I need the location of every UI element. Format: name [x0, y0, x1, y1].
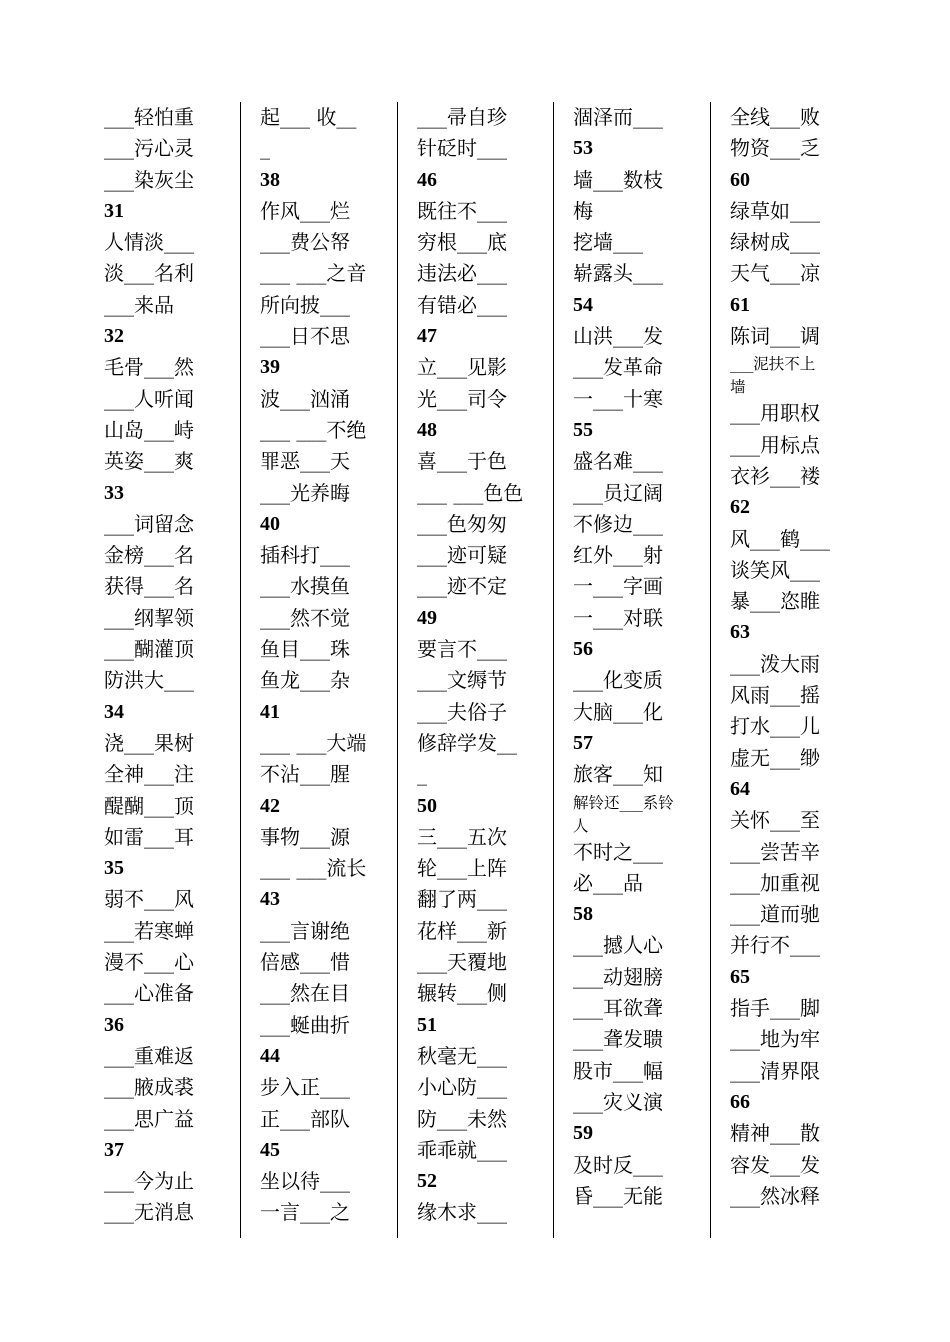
- section-number: 64: [730, 777, 750, 800]
- idiom-line: 虚无___缈: [730, 745, 820, 770]
- idiom-line: _: [417, 762, 427, 787]
- idiom-line: 英姿___爽: [104, 449, 194, 474]
- section-number: 50: [417, 794, 437, 817]
- idiom-line: 倍感___惜: [260, 950, 350, 975]
- idiom-line: 人: [573, 816, 589, 835]
- section-number: 52: [417, 1170, 437, 1193]
- idiom-line: 一言___之: [260, 1200, 350, 1225]
- idiom-line: ___撼人心: [573, 933, 663, 958]
- idiom-line: 光___司令: [417, 386, 507, 411]
- idiom-line: ___灾义演: [573, 1089, 663, 1114]
- idiom-line: ___帚自珍: [417, 105, 507, 129]
- idiom-line: 翻了两___: [417, 887, 507, 912]
- idiom-line: ___夫俗子: [417, 699, 507, 724]
- idiom-line: 绿草如___: [730, 198, 820, 223]
- idiom-line: 鱼龙___杂: [260, 668, 350, 693]
- section-number: 48: [417, 418, 437, 441]
- idiom-line: ___动翅膀: [573, 964, 663, 989]
- idiom-line: 事物___源: [260, 824, 350, 849]
- column-4: [573, 102, 705, 1238]
- idiom-line: ___迹不定: [417, 574, 507, 599]
- idiom-line: 有错必___: [417, 292, 507, 317]
- column-divider: [397, 102, 398, 1238]
- idiom-line: ___发革命: [573, 355, 663, 380]
- idiom-line: ___员辽阔: [573, 480, 663, 505]
- idiom-line: ___ ___大端: [260, 730, 367, 755]
- idiom-line: 辗转___侧: [417, 981, 507, 1006]
- idiom-line: ___词留念: [104, 511, 194, 536]
- column-divider: [240, 102, 241, 1238]
- idiom-line: ___污心灵: [104, 136, 194, 161]
- idiom-line: 防___未然: [417, 1106, 507, 1131]
- section-number: 63: [730, 621, 750, 644]
- idiom-line: 小心防___: [417, 1075, 507, 1100]
- idiom-line: 指手___脚: [730, 996, 820, 1021]
- idiom-line: 作风___烂: [260, 198, 350, 223]
- idiom-line: 旅客___知: [573, 762, 663, 787]
- idiom-line: 挖墙___: [573, 230, 643, 255]
- idiom-line: 起___ 收__: [260, 105, 357, 129]
- idiom-line: 打水___儿: [730, 714, 820, 739]
- idiom-line: 立___见影: [417, 355, 507, 380]
- column-5: [730, 102, 862, 1238]
- idiom-line: 不时之___: [573, 839, 663, 864]
- section-number: 32: [104, 325, 124, 348]
- idiom-line: 涸泽而___: [573, 105, 663, 129]
- idiom-line: 波___汹涌: [260, 386, 350, 411]
- idiom-line: 既往不___: [417, 198, 507, 223]
- section-number: 44: [260, 1044, 280, 1067]
- idiom-line: ___加重视: [730, 870, 820, 895]
- idiom-line: 人情淡___: [104, 230, 194, 255]
- idiom-line: 风___鹤___: [730, 526, 830, 551]
- idiom-line: _: [260, 136, 270, 161]
- idiom-line: 获得___名: [104, 574, 194, 599]
- idiom-line: ___用职权: [730, 401, 820, 426]
- idiom-line: 衣衫___褛: [730, 463, 820, 488]
- section-number: 38: [260, 168, 280, 191]
- idiom-line: 坐以待___: [260, 1169, 350, 1194]
- section-number: 59: [573, 1122, 593, 1145]
- idiom-line: ___迹可疑: [417, 543, 507, 568]
- idiom-line: 违法必___: [417, 261, 507, 286]
- section-number: 37: [104, 1138, 124, 1161]
- idiom-line: 盛名难___: [573, 449, 663, 474]
- idiom-line: ___色匆匆: [417, 511, 507, 536]
- idiom-line: ___聋发聩: [573, 1027, 663, 1052]
- section-number: 57: [573, 731, 593, 754]
- idiom-line: ___蜒曲折: [260, 1012, 350, 1037]
- idiom-line: 一___字画: [573, 574, 663, 599]
- idiom-line: 物资___乏: [730, 136, 820, 161]
- idiom-line: 如雷___耳: [104, 824, 194, 849]
- idiom-line: ___天覆地: [417, 950, 507, 975]
- column-1: [104, 102, 236, 1238]
- section-number: 58: [573, 903, 593, 926]
- idiom-line: 修辞学发__: [417, 730, 517, 755]
- section-number: 55: [573, 418, 593, 441]
- idiom-line: 花样___新: [417, 918, 507, 943]
- idiom-line: 防洪大___: [104, 668, 194, 693]
- idiom-line: ___日不思: [260, 324, 350, 349]
- idiom-line: 山岛___峙: [104, 417, 194, 442]
- section-number: 56: [573, 638, 593, 661]
- idiom-line: ___费公帑: [260, 230, 350, 255]
- idiom-line: ___ ___色色: [417, 480, 524, 505]
- idiom-line: ___今为止: [104, 1169, 194, 1194]
- idiom-line: 一___十寒: [573, 386, 663, 411]
- idiom-line: 山洪___发: [573, 324, 663, 349]
- idiom-line: ___光养晦: [260, 480, 350, 505]
- section-number: 33: [104, 481, 124, 504]
- section-number: 60: [730, 168, 750, 191]
- section-number: 43: [260, 888, 280, 911]
- idiom-line: 崭露头___: [573, 261, 663, 286]
- idiom-line: 步入正___: [260, 1075, 350, 1100]
- idiom-line: 所向披___: [260, 292, 350, 317]
- idiom-line: 红外___射: [573, 543, 663, 568]
- section-number: 42: [260, 794, 280, 817]
- idiom-line: 罪恶___天: [260, 449, 350, 474]
- section-number: 41: [260, 700, 280, 723]
- idiom-line: 不沾___腥: [260, 762, 350, 787]
- idiom-line: 一___对联: [573, 605, 663, 630]
- idiom-line: 股市___幅: [573, 1058, 663, 1083]
- idiom-line: 全线___败: [730, 105, 820, 129]
- idiom-line: ___文缛节: [417, 668, 507, 693]
- column-divider: [553, 102, 554, 1238]
- idiom-line: ___用标点: [730, 432, 820, 457]
- section-number: 40: [260, 512, 280, 535]
- idiom-line: ___若寒蝉: [104, 918, 194, 943]
- column-divider: [710, 102, 711, 1238]
- idiom-line: ___无消息: [104, 1200, 194, 1225]
- section-number: 39: [260, 356, 280, 379]
- idiom-line: 并行不___: [730, 933, 820, 958]
- idiom-line: 弱不___风: [104, 887, 194, 912]
- idiom-line: 鱼目___珠: [260, 637, 350, 662]
- idiom-line: ___纲挈领: [104, 605, 194, 630]
- section-number: 61: [730, 293, 750, 316]
- section-number: 66: [730, 1090, 750, 1113]
- idiom-line: ___尝苦辛: [730, 839, 820, 864]
- section-number: 49: [417, 606, 437, 629]
- idiom-line: ___重难返: [104, 1043, 194, 1068]
- idiom-line: ___化变质: [573, 668, 663, 693]
- idiom-line: ___道而驰: [730, 902, 820, 927]
- idiom-line: ___耳欲聋: [573, 996, 663, 1021]
- idiom-line: 穷根___底: [417, 230, 507, 255]
- section-number: 34: [104, 700, 124, 723]
- idiom-line: ___醐灌顶: [104, 637, 194, 662]
- idiom-line: 精神___散: [730, 1121, 820, 1146]
- idiom-line: ___人听闻: [104, 386, 194, 411]
- idiom-line: ___然不觉: [260, 605, 350, 630]
- idiom-line: 全神___注: [104, 762, 194, 787]
- section-number: 62: [730, 496, 750, 519]
- idiom-line: ___泼大雨: [730, 651, 820, 676]
- idiom-line: ___心准备: [104, 981, 194, 1006]
- idiom-line: 三___五次: [417, 824, 507, 849]
- section-number: 31: [104, 199, 124, 222]
- idiom-line: ___ ___不绝: [260, 417, 367, 442]
- section-number: 51: [417, 1013, 437, 1036]
- idiom-line: 解铃还___系铃: [573, 793, 674, 812]
- idiom-line: 醍醐___顶: [104, 793, 194, 818]
- idiom-line: ___然在目: [260, 981, 350, 1006]
- idiom-line: ___然冰释: [730, 1183, 820, 1208]
- idiom-line: ___来品: [104, 292, 174, 317]
- idiom-line: 昏___无能: [573, 1183, 663, 1208]
- idiom-line: 墙___数枝: [573, 167, 663, 192]
- idiom-line: 陈词___调: [730, 324, 820, 349]
- idiom-line: ___轻怕重: [104, 105, 194, 129]
- idiom-line: 容发___发: [730, 1152, 820, 1177]
- idiom-line: ___ ___流长: [260, 856, 367, 881]
- idiom-line: 浇___果树: [104, 730, 194, 755]
- idiom-line: 暴___恣睢: [730, 589, 820, 614]
- idiom-line: ___思广益: [104, 1106, 194, 1131]
- idiom-line: 墙: [730, 378, 746, 397]
- idiom-line: 毛骨___然: [104, 355, 194, 380]
- idiom-line: 及时反___: [573, 1152, 663, 1177]
- idiom-line: ___ ___之音: [260, 261, 367, 286]
- section-number: 65: [730, 965, 750, 988]
- idiom-line: 谈笑风___: [730, 557, 820, 582]
- section-number: 36: [104, 1013, 124, 1036]
- idiom-line: ___染灰尘: [104, 167, 194, 192]
- idiom-line: ___清界限: [730, 1058, 820, 1083]
- idiom-line: 淡___名利: [104, 261, 194, 286]
- idiom-line: ___泥扶不上: [730, 355, 816, 374]
- idiom-line: 正___部队: [260, 1106, 350, 1131]
- column-3: [417, 102, 549, 1238]
- section-number: 47: [417, 325, 437, 348]
- idiom-line: ___腋成裘: [104, 1075, 194, 1100]
- idiom-line: 秋毫无___: [417, 1043, 507, 1068]
- idiom-line: 喜___于色: [417, 449, 507, 474]
- section-number: 53: [573, 137, 593, 160]
- idiom-line: 天气___凉: [730, 261, 820, 286]
- idiom-line: 必___品: [573, 870, 643, 895]
- idiom-line: ___地为牢: [730, 1027, 820, 1052]
- idiom-line: 风雨___摇: [730, 683, 820, 708]
- idiom-line: 漫不___心: [104, 950, 194, 975]
- section-number: 45: [260, 1138, 280, 1161]
- idiom-line: 要言不___: [417, 637, 507, 662]
- idiom-line: 绿树成___: [730, 230, 820, 255]
- idiom-line: 不修边___: [573, 511, 663, 536]
- section-number: 46: [417, 168, 437, 191]
- section-number: 54: [573, 293, 593, 316]
- idiom-line: 轮___上阵: [417, 856, 507, 881]
- idiom-line: 金榜___名: [104, 543, 194, 568]
- idiom-line: 针砭时___: [417, 136, 507, 161]
- column-2: [260, 102, 392, 1238]
- idiom-line: ___水摸鱼: [260, 574, 350, 599]
- idiom-line: 缘木求___: [417, 1200, 507, 1225]
- idiom-line: 乖乖就___: [417, 1137, 507, 1162]
- idiom-line: 关怀___至: [730, 808, 820, 833]
- idiom-line: 梅: [573, 198, 593, 223]
- section-number: 35: [104, 857, 124, 880]
- idiom-line: 大脑___化: [573, 699, 663, 724]
- idiom-line: 插科打___: [260, 543, 350, 568]
- idiom-line: ___言谢绝: [260, 918, 350, 943]
